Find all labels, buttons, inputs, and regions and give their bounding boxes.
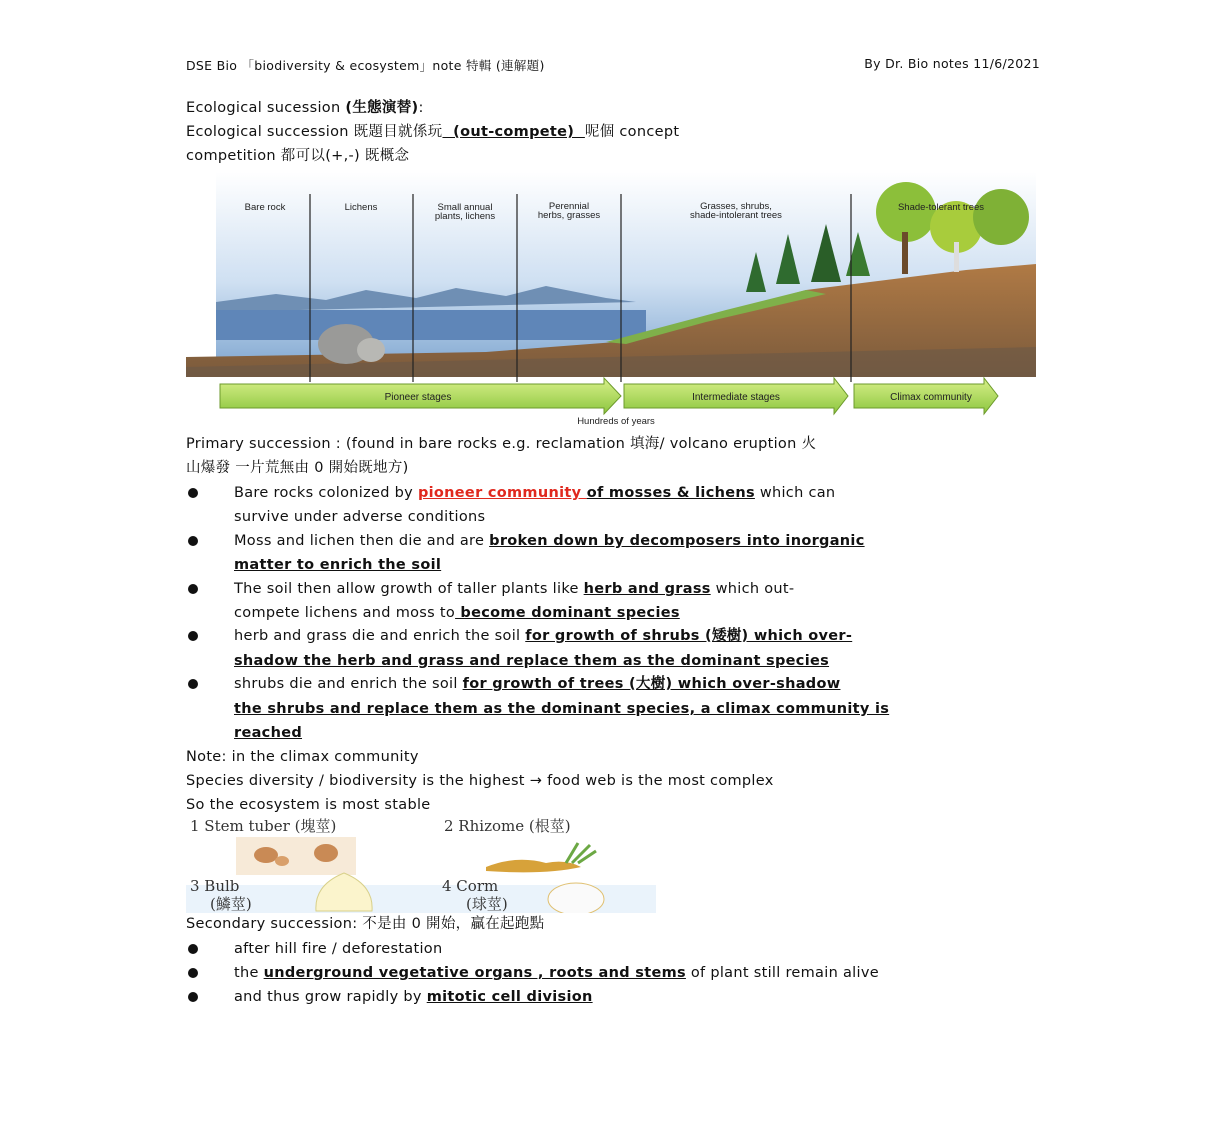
mitotic-division-term: mitotic cell division: [426, 989, 593, 1005]
secondary-bullet-2: [234, 961, 879, 985]
bullet-dot: [186, 961, 200, 985]
water: [216, 310, 646, 340]
section-heading-succession: [186, 96, 424, 120]
note-line-3: So the ecosystem is most stable: [186, 797, 431, 813]
stage-label-shade-tolerant: Shade-tolerant trees: [897, 202, 985, 213]
b1-text: Bare rocks colonized by: [234, 485, 418, 501]
intro-text: Ecological succession 既題目就係玩: [186, 124, 443, 140]
vegetative-organs-figure: [186, 815, 656, 913]
out-compete-term: (out-compete): [442, 124, 585, 140]
bulb-label: 3 Bulb: [190, 877, 240, 895]
right-arrow-icon: →: [529, 773, 543, 789]
b3s-text: and thus grow rapidly by: [234, 989, 427, 1005]
b3-text: The soil then allow growth of taller plants like: [234, 581, 584, 597]
primary-bullet-4: [234, 624, 852, 648]
b2s-text: the: [234, 965, 264, 981]
header-author-date: By Dr. Bio notes 11/6/2021: [864, 56, 1040, 71]
b5-text: shrubs die and enrich the soil: [234, 676, 463, 692]
arrow-label-climax: Climax community: [890, 392, 972, 403]
decomposers-term: broken down by decomposers into inorganic: [489, 533, 865, 549]
intro-line-3: competition 都可以(+,-) 既概念: [186, 148, 410, 164]
primary-bullet-2: [234, 529, 865, 553]
tuber-icon: [254, 847, 278, 863]
b2s-text-end: of plant still remain alive: [685, 965, 879, 981]
b3-text-end: which out-: [710, 581, 795, 597]
corm-label: 4 Corm: [442, 877, 499, 895]
primary-bullet-5: [234, 672, 840, 696]
bullet-dot: [186, 624, 200, 648]
stage-label-grasses: Grasses, shrubs,: [700, 201, 772, 212]
corm-label-chinese: (球莖): [466, 895, 508, 913]
note-line-1: Note: in the climax community: [186, 749, 419, 765]
bullet-dot: [186, 577, 200, 601]
stage-label-small-annual: Small annual: [437, 202, 493, 213]
secondary-bullet-3: [234, 985, 593, 1009]
primary-heading-1: Primary succession : (found in bare rocks e.g. reclamation 填海/ volcano eruption 火: [186, 436, 817, 452]
herb-grass-term: herb and grass: [583, 581, 711, 597]
stage-label-small-annual-2: plants, lichens: [434, 211, 496, 222]
primary-bullet-4-cont: shadow the herb and grass and replace them as the dominant species: [234, 653, 830, 669]
bullet-dot: [186, 672, 200, 696]
primary-bullet-1-cont: survive under adverse conditions: [234, 509, 486, 525]
secondary-bullet-1: after hill fire / deforestation: [234, 941, 443, 957]
primary-bullet-1: [234, 481, 835, 505]
primary-bullet-5-cont: the shrubs and replace them as the dominant species, a climax community is: [234, 701, 890, 717]
stage-label-perennial: Perennial: [548, 201, 590, 212]
trees-term: for growth of trees (大樹) which over-shadow: [462, 676, 841, 692]
climax-tree-3: [973, 189, 1029, 245]
bullet-dot: [186, 529, 200, 553]
b2-text: Moss and lichen then die and are: [234, 533, 490, 549]
intro-line-2: [186, 120, 679, 144]
b1-text-end: which can: [754, 485, 836, 501]
bullet-dot: [186, 937, 200, 961]
underground-organs-term: underground vegetative organs , roots and stems: [263, 965, 686, 981]
pioneer-community-term: pioneer community: [417, 485, 587, 501]
heading-colon: :: [418, 100, 424, 116]
tree-trunk-2: [954, 242, 959, 272]
tuber-icon: [275, 856, 289, 866]
bullet-dot: [186, 481, 200, 505]
arrow-label-pioneer: Pioneer stages: [384, 392, 452, 403]
tuber-bg: [236, 837, 356, 875]
note-text: Species diversity / biodiversity is the highest: [186, 773, 530, 789]
stage-label-lichens: Lichens: [344, 202, 378, 213]
b4-text: herb and grass die and enrich the soil: [234, 628, 526, 644]
primary-bullet-3-cont: [234, 601, 680, 625]
note-line-2: [186, 769, 774, 793]
primary-bullet-5-cont-2: reached: [234, 725, 303, 741]
stage-label-grasses-2: shade-intolerant trees: [690, 210, 782, 221]
heading-chinese: (生態演替): [345, 100, 419, 116]
time-axis-label: Hundreds of years: [577, 416, 655, 427]
header-title: DSE Bio 「biodiversity & ecosystem」note 特輯 (連解題): [186, 58, 545, 73]
intro-text-end: 呢個 concept: [584, 124, 680, 140]
shrubs-term: for growth of shrubs (矮樹) which over-: [525, 628, 853, 644]
arrow-label-intermediate: Intermediate stages: [692, 392, 780, 403]
corm-icon: [548, 883, 604, 913]
primary-bullet-3: [234, 577, 794, 601]
bullet-dot: [186, 985, 200, 1009]
mosses-lichens-term: of mosses & lichens: [586, 485, 755, 501]
bulb-label-chinese: (鱗莖): [210, 895, 252, 913]
primary-bullet-2-cont: matter to enrich the soil: [234, 557, 442, 573]
tree-trunk-1: [902, 232, 908, 274]
succession-diagram: [186, 172, 1036, 430]
primary-heading-2: 山爆發 一片荒無由 0 開始既地方): [186, 460, 409, 476]
dominant-species-term: become dominant species: [455, 605, 680, 621]
b3-cont-text: compete lichens and moss to: [234, 605, 456, 621]
stage-label-bare-rock: Bare rock: [244, 202, 286, 213]
heading-text: Ecological sucession: [186, 100, 346, 116]
stem-tuber-label: 1 Stem tuber (塊莖): [190, 817, 337, 835]
bare-rock-small: [357, 338, 385, 362]
rhizome-label: 2 Rhizome (根莖): [444, 817, 571, 835]
tuber-icon: [314, 844, 338, 862]
note-text-end: food web is the most complex: [542, 773, 774, 789]
secondary-heading: Secondary succession: 不是由 0 開始，贏在起跑點: [186, 916, 545, 932]
stage-label-perennial-2: herbs, grasses: [537, 210, 601, 221]
